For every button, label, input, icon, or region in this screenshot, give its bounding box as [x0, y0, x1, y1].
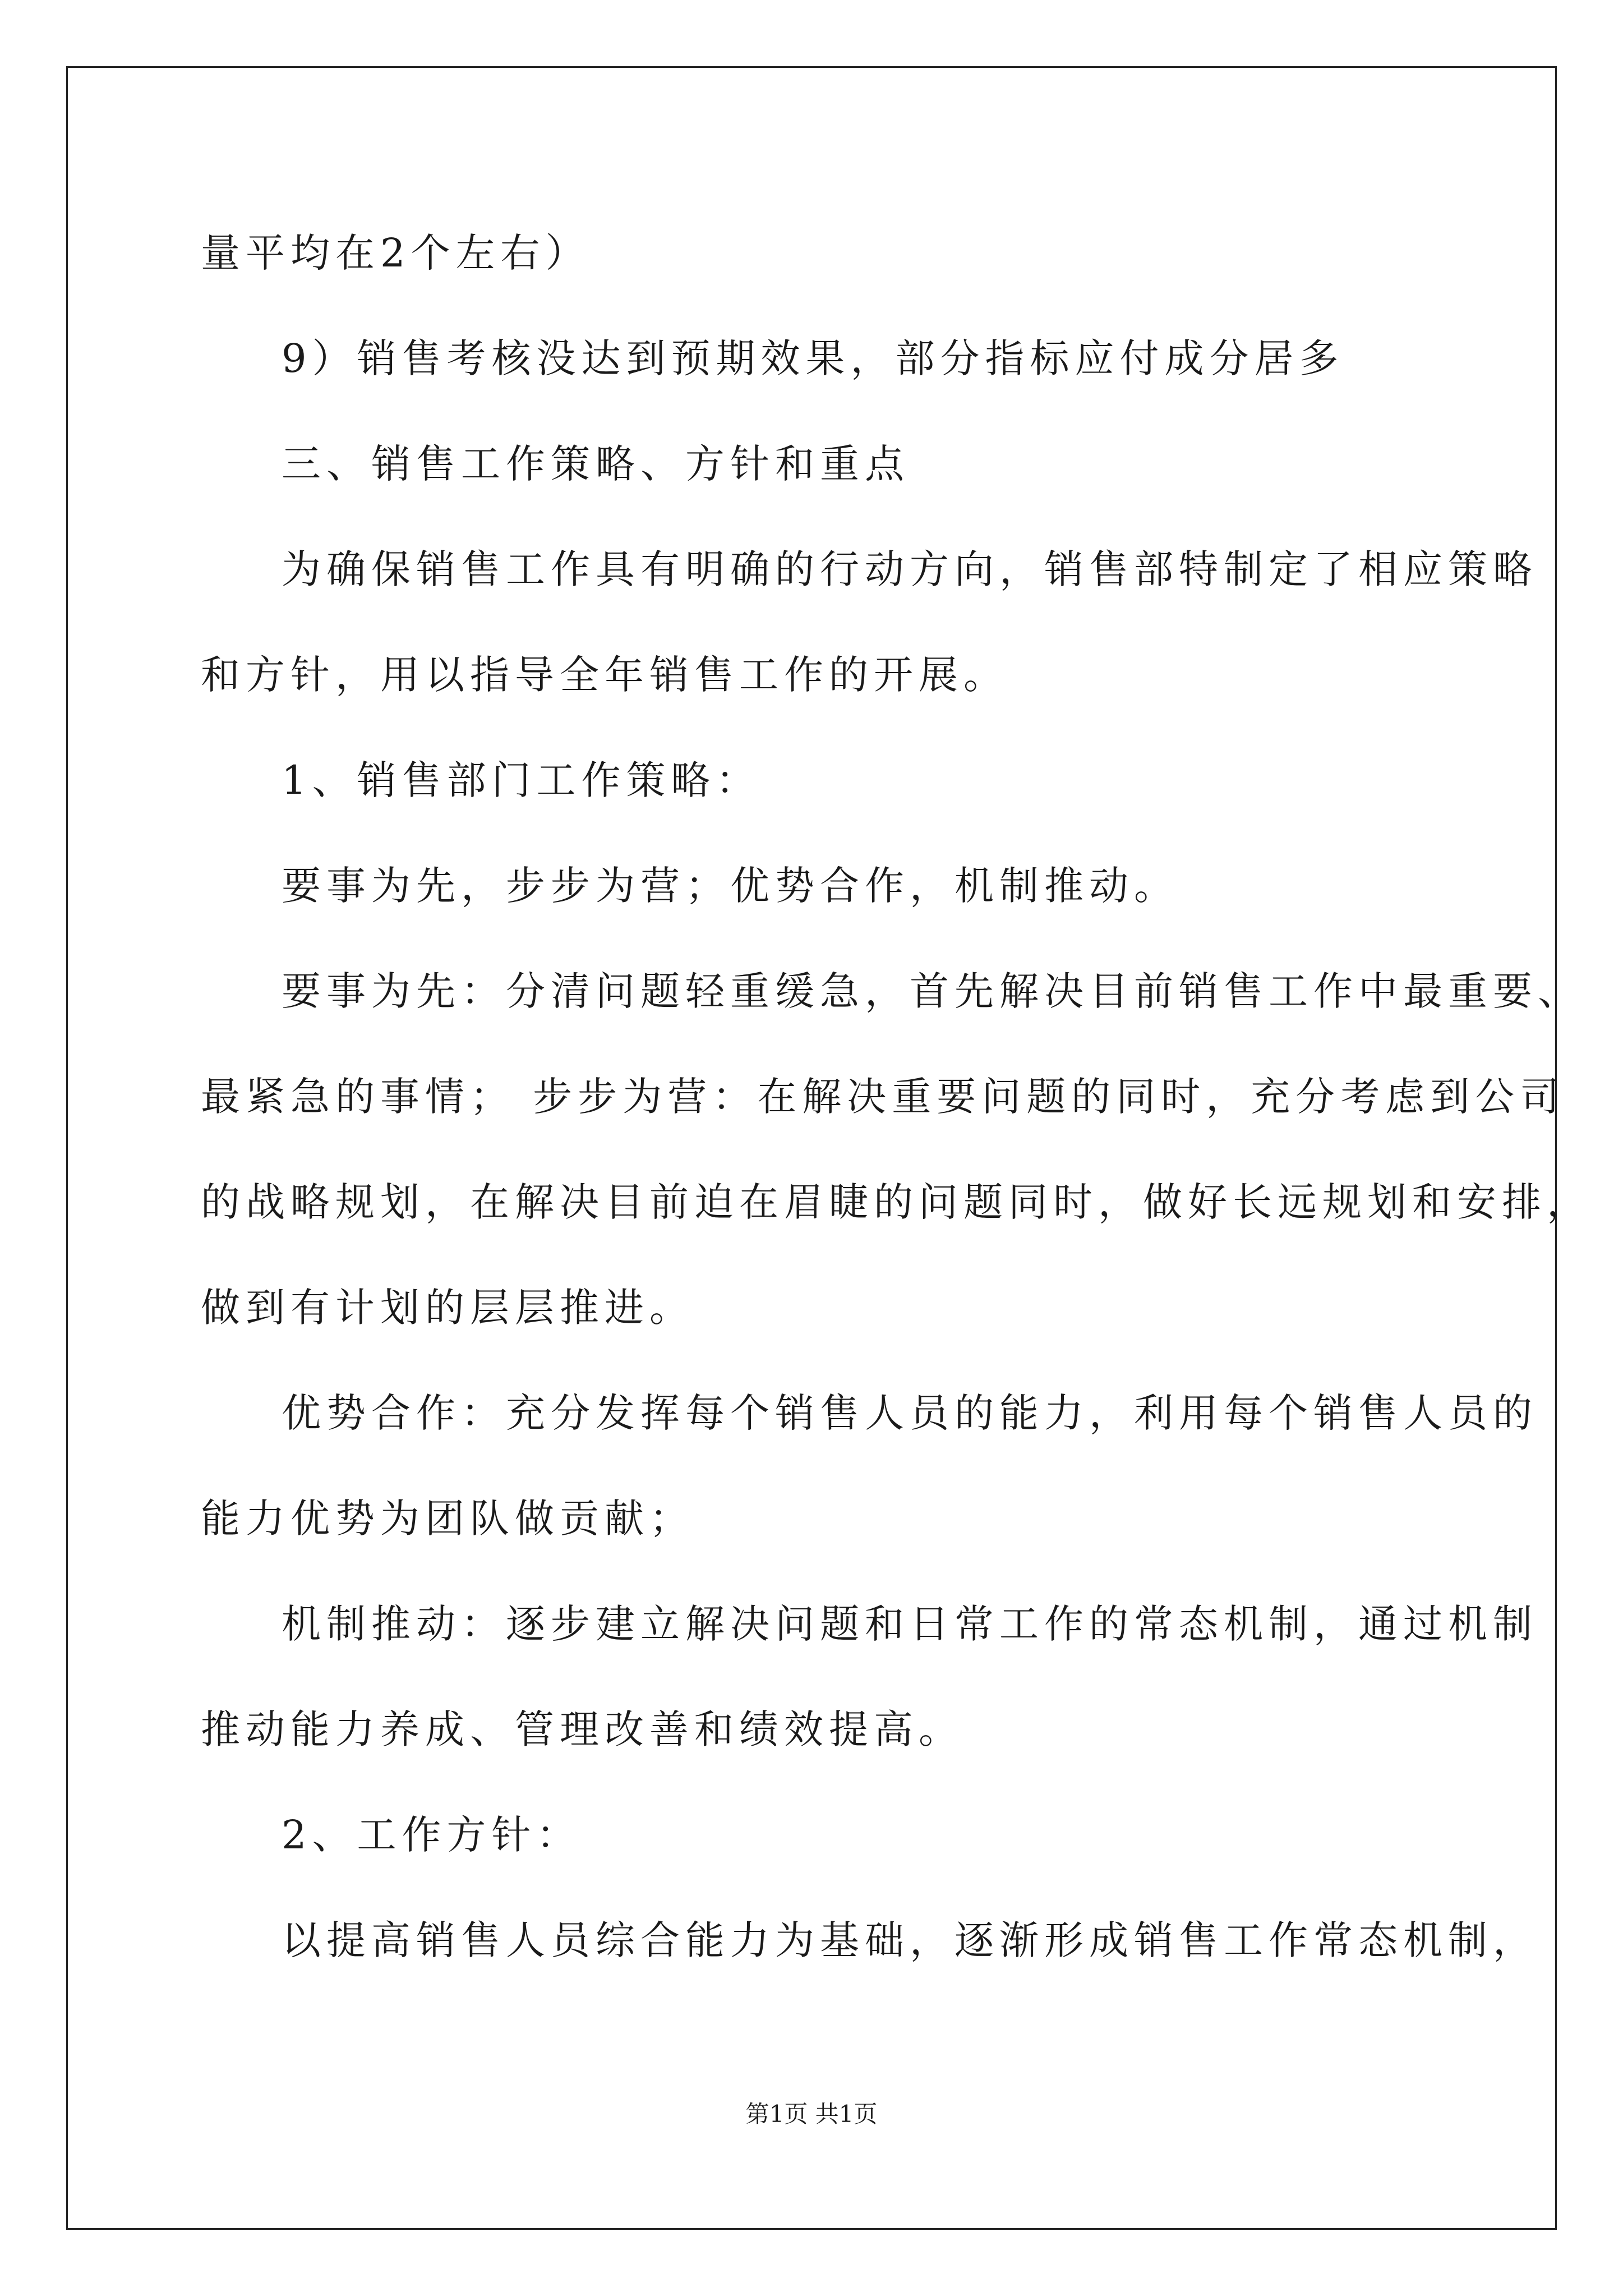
- paragraph-line: 为确保销售工作具有明确的行动方向，销售部特制定了相应策略: [282, 546, 1538, 592]
- paragraph-line: 9）销售考核没达到预期效果，部分指标应付成分居多: [282, 335, 1344, 381]
- paragraph-line: 以提高销售人员综合能力为基础，逐渐形成销售工作常态机制，: [282, 1917, 1538, 1963]
- section-heading: 三、销售工作策略、方针和重点: [282, 441, 910, 487]
- paragraph-line: 要事为先，步步为营；优势合作，机制推动。: [282, 863, 1179, 909]
- subsection-heading: 2、工作方针：: [282, 1812, 582, 1858]
- paragraph-line: 机制推动：逐步建立解决问题和日常工作的常态机制，通过机制: [282, 1601, 1538, 1647]
- paragraph-line: 和方针，用以指导全年销售工作的开展。: [201, 652, 1008, 698]
- page-border: [66, 66, 1557, 2230]
- subsection-heading: 1、销售部门工作策略：: [282, 757, 761, 803]
- paragraph-line: 推动能力养成、管理改善和绩效提高。: [201, 1706, 963, 1752]
- paragraph-line: 最紧急的事情； 步步为营：在解决重要问题的同时，充分考虑到公司: [201, 1074, 1565, 1120]
- page-number-footer: 第1页 共1页: [745, 2100, 878, 2128]
- paragraph-line: 做到有计划的层层推进。: [201, 1285, 694, 1331]
- paragraph-line: 要事为先：分清问题轻重缓急，首先解决目前销售工作中最重要、: [282, 968, 1583, 1014]
- paragraph-line: 能力优势为团队做贡献；: [201, 1496, 694, 1542]
- paragraph-line: 优势合作：充分发挥每个销售人员的能力，利用每个销售人员的: [282, 1390, 1538, 1436]
- paragraph-line: 的战略规划，在解决目前迫在眉睫的问题同时，做好长远规划和安排，: [201, 1179, 1592, 1225]
- paragraph-line: 量平均在2个左右）: [201, 230, 591, 276]
